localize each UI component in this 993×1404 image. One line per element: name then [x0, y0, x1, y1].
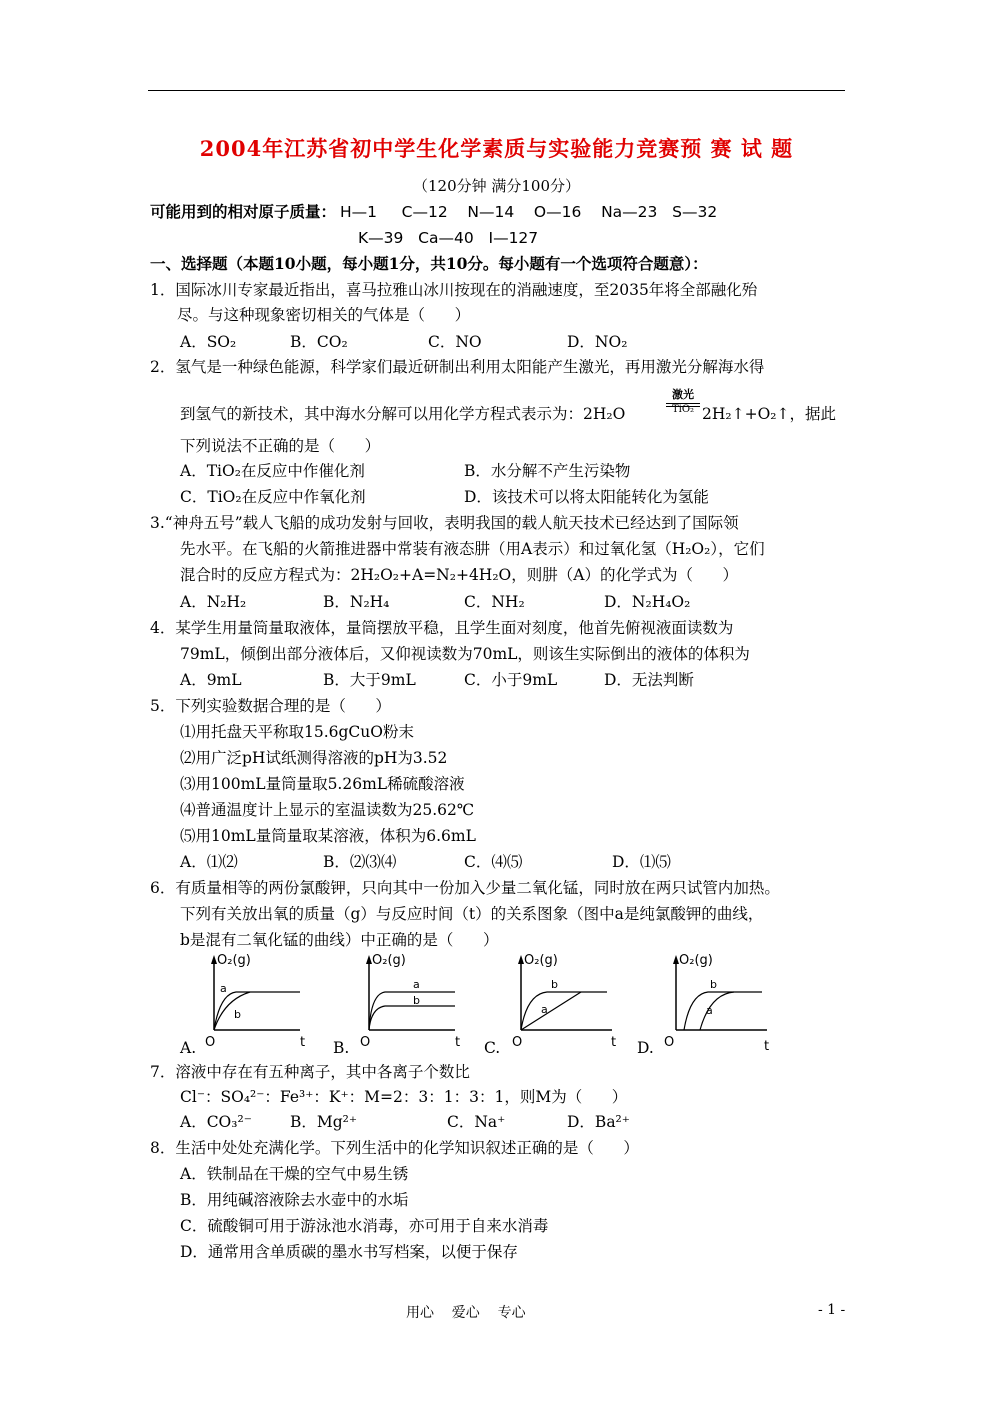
q7-option-c: C．Na⁺	[447, 1113, 506, 1131]
q6-stem-line2: 下列有关放出氧的质量（g）与反应时间（t）的关系图象（图中a是纯氯酸钾的曲线，	[180, 905, 764, 923]
q5-item-1: ⑴用托盘天平称取15.6gCuO粉末	[180, 723, 414, 741]
q6-graph-d-origin: O	[664, 1035, 675, 1050]
q5-item-5: ⑸用10mL量筒量取某溶液，体积为6.6mL	[180, 827, 476, 845]
q6-option-b: B.	[333, 1039, 350, 1057]
q6-graph-a-curve-b: b	[234, 1008, 241, 1021]
atomic-mass-label: 可能用到的相对原子质量：	[150, 202, 337, 221]
page-subtitle: （120分钟 满分100分）	[412, 177, 581, 195]
q8-stem: 8．生活中处处充满化学。下列生活中的化学知识叙述正确的是（ ）	[150, 1139, 639, 1157]
q5-option-c: C．⑷⑸	[464, 853, 523, 871]
q4-option-d: D．无法判断	[604, 671, 694, 689]
q6-graph-a	[200, 950, 310, 1050]
q7-option-a: A．CO₃²⁻	[180, 1113, 252, 1131]
q6-option-d: D.	[637, 1039, 654, 1057]
q6-graph-c-curve-a: a	[541, 1003, 548, 1016]
q3-option-d: D．N₂H₄O₂	[604, 593, 691, 611]
q2-condition-bottom: TiO₂	[671, 404, 695, 415]
q8-option-c: C．硫酸铜可用于游泳池水消毒，亦可用于自来水消毒	[180, 1217, 549, 1235]
q6-graph-d-curve-b: b	[710, 978, 717, 991]
q6-stem-line3: b是混有二氧化锰的曲线）中正确的是（ ）	[180, 931, 499, 949]
q2-stem-line1: 2．氢气是一种绿色能源，科学家们最近研制出利用太阳能产生激光，再用激光分解海水得	[150, 358, 765, 376]
q6-stem-line1: 6．有质量相等的两份氯酸钾，只向其中一份加入少量二氧化锰，同时放在两只试管内加热。	[150, 879, 780, 897]
q8-option-a: A．铁制品在干燥的空气中易生锈	[180, 1165, 409, 1183]
q6-graph-c-curve-b: b	[551, 978, 558, 991]
q7-option-b: B．Mg²⁺	[290, 1113, 358, 1131]
q1-option-b: B．CO₂	[290, 333, 348, 351]
q3-option-b: B．N₂H₄	[323, 593, 390, 611]
page-number: - 1 -	[818, 1302, 846, 1318]
q1-option-d: D．NO₂	[567, 333, 628, 351]
q5-option-d: D．⑴⑸	[612, 853, 671, 871]
q6-graph-b-xlabel: t	[455, 1035, 461, 1050]
q4-option-a: A．9mL	[180, 671, 242, 689]
q5-stem: 5．下列实验数据合理的是（ ）	[150, 697, 391, 715]
q1-option-c: C．NO	[428, 333, 482, 351]
q2-option-d: D．该技术可以将太阳能转化为氢能	[464, 488, 709, 506]
q6-graph-d	[662, 950, 777, 1054]
q1-stem-line2: 尽。与这种现象密切相关的气体是（ ）	[177, 306, 471, 324]
header-rule	[148, 90, 845, 91]
q6-graph-b-curve-a: a	[413, 978, 420, 991]
q3-stem-line2: 先水平。在飞船的火箭推进器中常装有液态肼（用A表示）和过氧化氢（H₂O₂），它们	[180, 540, 765, 558]
section-heading: 一、选择题（本题10小题，每小题1分，共10分。每小题有一个选项符合题意）：	[150, 254, 708, 273]
q6-graph-a-origin: O	[205, 1035, 216, 1050]
q4-stem-line1: 4．某学生用量筒量取液体，量筒摆放平稳，且学生面对刻度，他首先俯视液面读数为	[150, 619, 734, 637]
q6-graph-b-curve-b: b	[413, 994, 420, 1007]
q6-graph-c-origin: O	[512, 1035, 523, 1050]
q3-stem-line1: 3.“神舟五号”载人飞船的成功发射与回收，表明我国的载人航天技术已经达到了国际领	[150, 514, 739, 532]
q1-option-a: A．SO₂	[180, 333, 237, 351]
q6-option-c: C.	[484, 1039, 501, 1057]
q5-option-b: B．⑵⑶⑷	[323, 853, 397, 871]
q1-stem-line1: 1．国际冰川专家最近指出，喜马拉雅山冰川按现在的消融速度，至2035年将全部融化殆	[150, 281, 758, 299]
q5-item-4: ⑷普通温度计上显示的室温读数为25.62℃	[180, 801, 475, 819]
q3-option-c: C．NH₂	[464, 593, 525, 611]
atomic-mass-line2: K—39 Ca—40 I—127	[358, 229, 539, 247]
q5-item-2: ⑵用广泛pH试纸测得溶液的pH为3.52	[180, 749, 448, 767]
q6-graph-b	[355, 950, 465, 1050]
q3-stem-line3: 混合时的反应方程式为：2H₂O₂+A=N₂+4H₂O，则肼（A）的化学式为（ ）	[180, 566, 739, 584]
q6-option-a: A.	[180, 1039, 197, 1057]
q6-graph-c	[507, 950, 622, 1050]
q5-option-a: A．⑴⑵	[180, 853, 238, 871]
q6-graph-b-ylabel: O₂(g)	[372, 953, 406, 968]
q2-stem-line3: 下列说法不正确的是（ ）	[180, 437, 381, 455]
q5-item-3: ⑶用100mL量筒量取5.26mL稀硫酸溶液	[180, 775, 465, 793]
q6-graph-c-ylabel: O₂(g)	[524, 953, 558, 968]
q6-graph-d-xlabel: t	[764, 1039, 770, 1054]
q2-option-b: B．水分解不产生污染物	[464, 462, 631, 480]
q6-graph-b-origin: O	[360, 1035, 371, 1050]
atomic-mass-line1: H—1 C—12 N—14 O—16 Na—23 S—32	[340, 203, 718, 221]
page-title: 2004年江苏省初中学生化学素质与实验能力竞赛预 赛 试 题	[199, 136, 794, 161]
q6-graph-a-curve-a: a	[220, 982, 227, 995]
q8-option-b: B．用纯碱溶液除去水壶中的水垢	[180, 1191, 409, 1209]
q2-stem-line2b: 2H₂↑+O₂↑，据此	[702, 405, 836, 423]
q6-graph-c-xlabel: t	[611, 1035, 617, 1050]
q7-option-d: D．Ba²⁺	[567, 1113, 630, 1131]
q2-condition-top: 激光	[672, 388, 694, 401]
q6-graph-a-xlabel: t	[300, 1035, 306, 1050]
q2-option-a: A．TiO₂在反应中作催化剂	[180, 462, 365, 480]
q4-stem-line2: 79mL，倾倒出部分液体后，又仰视读数为70mL，则该生实际倒出的液体的体积为	[180, 645, 750, 663]
q7-stem-line2: Cl⁻：SO₄²⁻：Fe³⁺：K⁺：M=2：3：1：3：1，则M为（ ）	[180, 1088, 628, 1106]
q4-option-b: B．大于9mL	[323, 671, 416, 689]
footer-motto: 用心 爱心 专心	[406, 1305, 526, 1321]
q4-option-c: C．小于9mL	[464, 671, 558, 689]
q8-option-d: D．通常用含单质碳的墨水书写档案，以便于保存	[180, 1243, 518, 1261]
q3-option-a: A．N₂H₂	[180, 593, 247, 611]
q2-option-c: C．TiO₂在反应中作氧化剂	[180, 488, 366, 506]
q7-stem-line1: 7．溶液中存在有五种离子，其中各离子个数比	[150, 1063, 470, 1081]
q6-graph-a-ylabel: O₂(g)	[217, 953, 251, 968]
q6-graph-d-curve-a: a	[706, 1004, 713, 1017]
q6-graph-d-ylabel: O₂(g)	[679, 953, 713, 968]
q2-stem-line2a: 到氢气的新技术，其中海水分解可以用化学方程式表示为：2H₂O	[180, 405, 626, 423]
